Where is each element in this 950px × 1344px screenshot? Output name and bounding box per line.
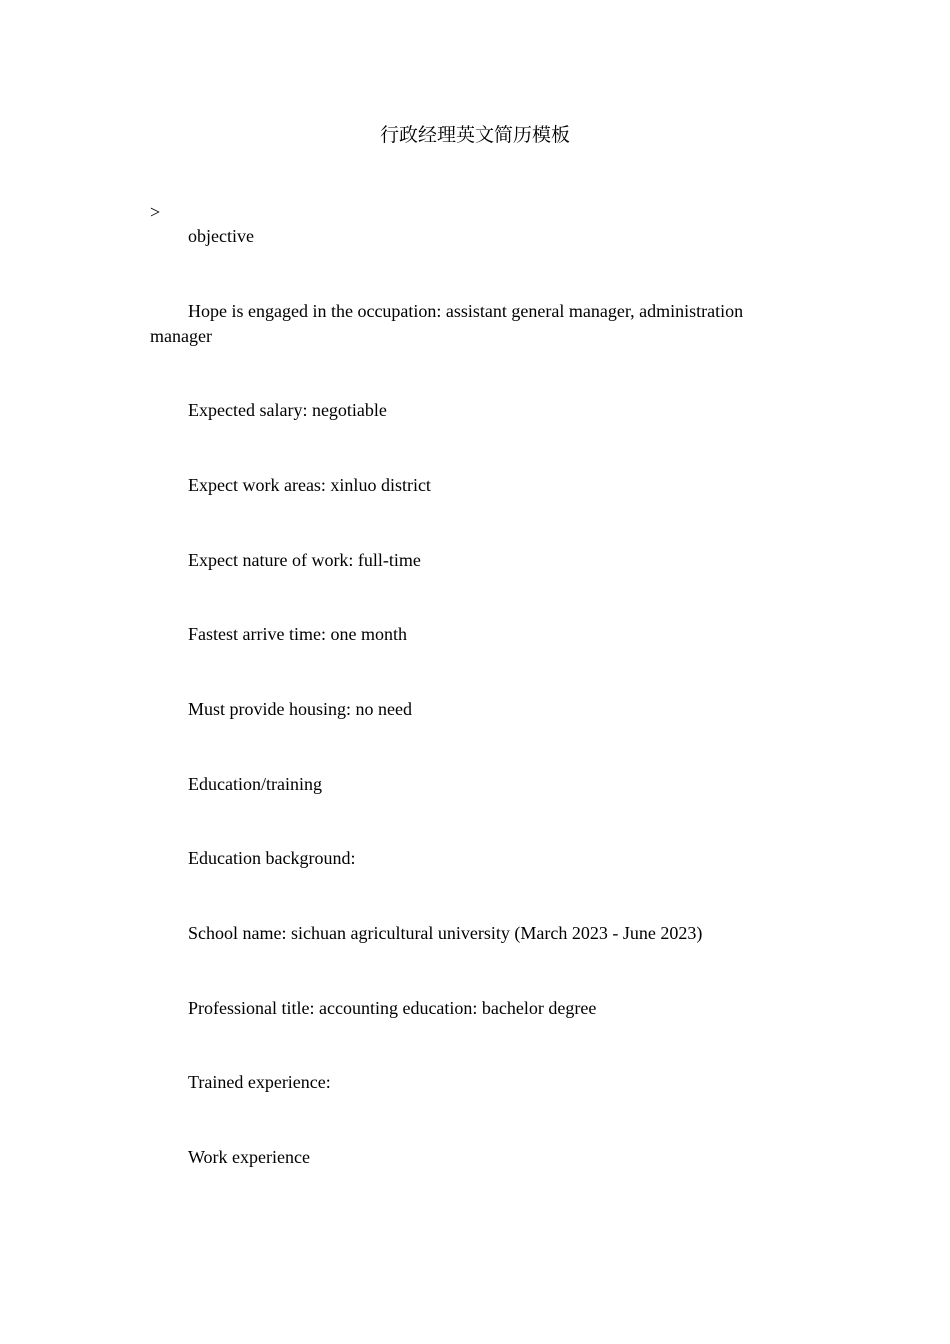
paragraph-school-name: School name: sichuan agricultural university (March 2023 - June 2023) [188,923,703,943]
paragraph-work-areas: Expect work areas: xinluo district [188,475,431,495]
bullet-marker: > [150,202,161,222]
paragraph-education-background: Education background: [188,848,356,868]
paragraph-education-training: Education/training [188,774,322,794]
paragraph-work-nature: Expect nature of work: full-time [188,550,421,570]
paragraph-trained-experience: Trained experience: [188,1072,331,1092]
paragraph-salary: Expected salary: negotiable [188,400,387,420]
paragraph-housing: Must provide housing: no need [188,699,412,719]
paragraph-occupation: Hope is engaged in the occupation: assistant general manager, administration manager [150,301,744,346]
document-title: 行政经理英文简历模板 [379,125,570,146]
paragraph-objective: objective [188,226,254,246]
paragraph-arrive-time: Fastest arrive time: one month [188,624,407,644]
paragraph-work-experience: Work experience [188,1147,310,1167]
paragraph-professional-title: Professional title: accounting education: bachelor degree [188,998,597,1018]
